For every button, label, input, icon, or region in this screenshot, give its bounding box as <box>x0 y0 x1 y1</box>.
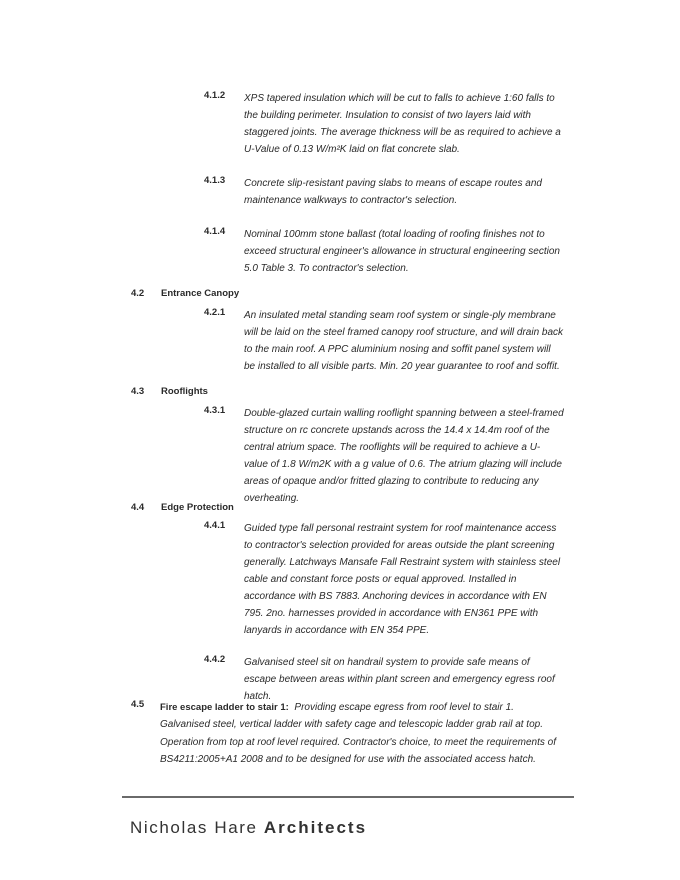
heading-number: 4.3 <box>131 386 145 397</box>
clause-text: Galvanised steel sit on handrail system to provide safe means of escape between areas within plant screen and emergency egress roof hatch. <box>244 657 555 702</box>
clause-text: An insulated metal standing seam roof system or single-ply membrane will be laid on the steel framed canopy roof structure, and will drain back to the main roof. A PPC aluminium nosing and soffit panel system will be installed to all visible parts. Min. 20 year guarantee to roof and soffit. <box>244 310 564 372</box>
clause-text: Providing escape egress from roof level to stair 1. Galvanised steel, vertical ladder with safety cage and telescopic ladder grab rail at top. Operation from top at roof level required. Contractor's choice, to meet the requirements of BS4211:2005+A1 2008 and to be designed for use with the associated access hatch. <box>160 702 556 765</box>
clause-text: Double-glazed curtain walling rooflight spanning between a steel-framed structure on rc concrete upstands across the 14.4 x 14.4m roof of the central atrium space. The rooflights will be required to achieve a U-value of 1.8 W/m2K with a g value of 0.6. The atrium glazing will include areas of opaque and/or fritted glazing to contribute to reducing any overheating. <box>244 408 564 504</box>
clause-number: 4.5 <box>131 699 145 710</box>
clause-text: Nominal 100mm stone ballast (total loading of roofing finishes not to exceed structural engineer's allowance in structural engineering section 5.0 Table 3. To contractor's selection. <box>244 229 560 274</box>
clause-number: 4.4.1 <box>204 520 226 531</box>
clause-text: Guided type fall personal restraint system for roof maintenance access to contractor's selection provided for areas outside the plant screening generally. Latchways Mansafe Fall Restraint system with stainless steel cable and constant force posts or equal approved. Installed in accordance with BS 7883. Anchoring devices in accordance with EN 795. 2no. harnesses provided in accordance with EN361 PPE with lanyards in accordance with EN 354 PPE. <box>244 523 561 636</box>
heading-number: 4.2 <box>131 288 145 299</box>
clause-number: 4.2.1 <box>204 307 226 318</box>
footer-name: Nicholas Hare <box>130 818 258 837</box>
heading-title: Rooflights <box>161 386 208 397</box>
clause-text: Concrete slip-resistant paving slabs to means of escape routes and maintenance walkways to contractor's selection. <box>244 178 542 206</box>
footer-architects: Architects <box>263 818 368 837</box>
heading-title: Edge Protection <box>161 502 234 513</box>
heading-title: Entrance Canopy <box>161 288 240 299</box>
clause-number: 4.1.2 <box>204 90 226 101</box>
heading-number: 4.4 <box>131 502 145 513</box>
clause-text: XPS tapered insulation which will be cut to falls to achieve 1:60 falls to the building perimeter. Insulation to consist of two layers laid with staggered joints. The average thickness will be as required to achieve a U-Value of 0.13 W/m²K laid on flat concrete slab. <box>244 93 561 155</box>
clause-number: 4.3.1 <box>204 405 226 416</box>
clause-lead: Fire escape ladder to stair 1: <box>160 702 289 713</box>
clause-4-5 <box>131 699 561 768</box>
clause-number: 4.1.4 <box>204 226 226 237</box>
clause-body <box>160 699 561 768</box>
clause-number: 4.1.3 <box>204 175 226 186</box>
footer-rule <box>122 796 574 798</box>
clause-number: 4.4.2 <box>204 654 226 665</box>
footer-logo <box>130 818 367 838</box>
